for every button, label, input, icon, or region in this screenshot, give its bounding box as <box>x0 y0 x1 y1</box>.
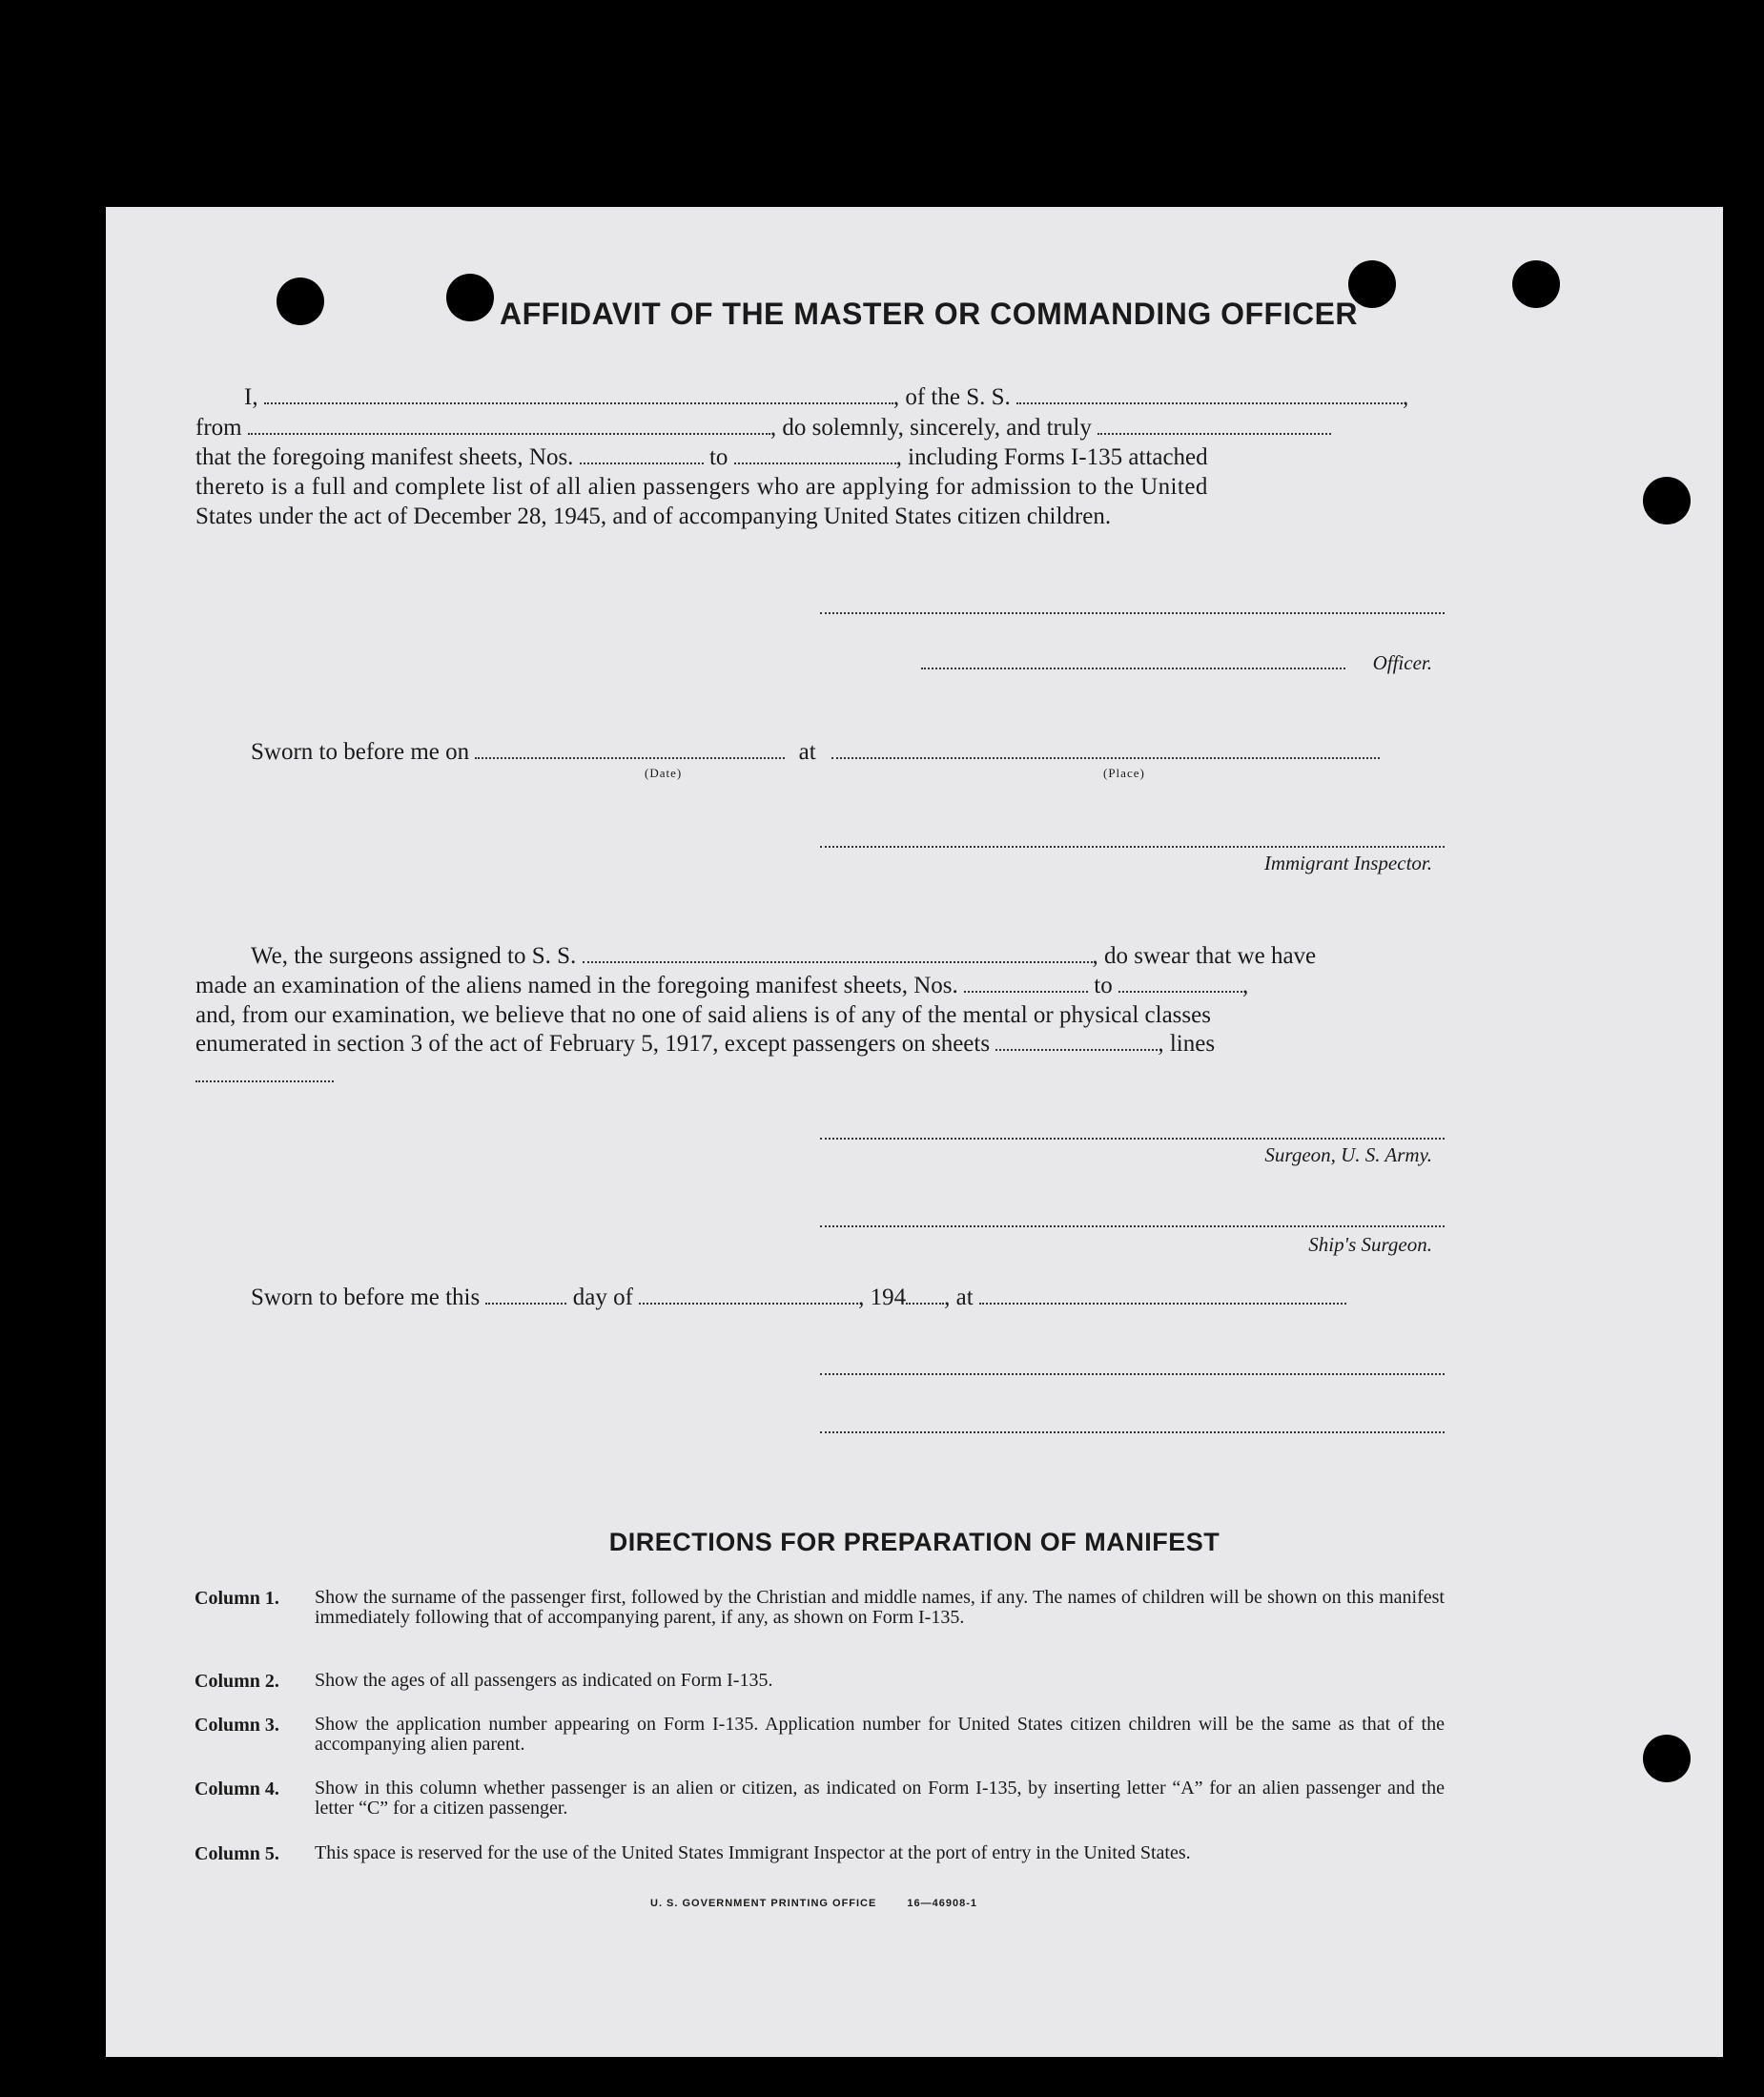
sheet-from-field[interactable] <box>580 445 704 464</box>
oath-field[interactable] <box>1097 416 1331 435</box>
affidavit-line-3 <box>195 444 1208 471</box>
sworn-date-line <box>251 739 1380 766</box>
text: to <box>1094 973 1113 998</box>
surgeons-line-2 <box>195 973 1248 999</box>
directions-title: DIRECTIONS FOR PREPARATION OF MANIFEST <box>608 1528 1220 1556</box>
column-2-text: Show the ages of all passengers as indicated on Form I-135. <box>315 1670 773 1691</box>
signature-line[interactable] <box>820 1431 1445 1433</box>
text: Sworn to before me on <box>251 739 470 765</box>
inspector-signature-line[interactable] <box>820 846 1445 848</box>
inspector-label: Immigrant Inspector. <box>1263 852 1432 874</box>
form-code: 16—46908-1 <box>907 1898 978 1909</box>
text: that the foregoing manifest sheets, Nos. <box>195 444 574 470</box>
text: We, the surgeons assigned to S. S. <box>251 943 577 969</box>
officer-label: Officer. <box>1372 651 1432 674</box>
affidavit-line-4: thereto is a full and complete list of all alien passengers who are applying for admission to the United <box>195 474 1208 500</box>
column-5-label: Column 5. <box>195 1843 279 1864</box>
sheets-field[interactable] <box>995 1032 1158 1051</box>
surgeons-line-3: and, from our examination, we believe that no one of said aliens is of any of the mental or physical classes <box>195 1002 1211 1028</box>
lines-field[interactable] <box>195 1080 334 1082</box>
text: , at <box>944 1285 974 1310</box>
affidavit-line-2 <box>195 415 1331 442</box>
text: I, <box>244 384 258 410</box>
surgeons-line-4 <box>195 1031 1215 1058</box>
month-field[interactable] <box>639 1285 858 1305</box>
text: Sworn to before me this <box>251 1285 481 1310</box>
column-3-label: Column 3. <box>195 1715 279 1736</box>
column-4-label: Column 4. <box>195 1778 279 1799</box>
text: made an examination of the aliens named in the foregoing manifest sheets, Nos. <box>195 973 958 998</box>
place-caption: (Place) <box>1103 766 1145 780</box>
sheet-to-field[interactable] <box>734 445 896 464</box>
text: , <box>1403 384 1409 410</box>
sheet-to-field[interactable] <box>1118 974 1242 993</box>
column-1-text: Show the surname of the passenger first, followed by the Christian and middle names, if any. The names of children will be shown on this manifest immediately following that of accompanying parent, if any, as shown on Form I-135. <box>315 1587 1445 1628</box>
text: , lines <box>1158 1031 1216 1057</box>
text: , <box>1241 973 1249 998</box>
punch-hole <box>1643 477 1691 524</box>
text: to <box>708 444 728 470</box>
text: , of the S. S. <box>892 384 1011 410</box>
affidavit-title: AFFIDAVIT OF THE MASTER OR COMMANDING OFFICER <box>499 297 1359 331</box>
date-caption: (Date) <box>645 766 683 780</box>
ship-name-field[interactable] <box>1016 385 1403 404</box>
ship-field[interactable] <box>583 944 1093 963</box>
form-page <box>106 207 1723 2057</box>
punch-hole <box>1643 1735 1691 1782</box>
port-field[interactable] <box>248 416 770 435</box>
affidavit-line-1 <box>244 384 1408 411</box>
date-field[interactable] <box>475 740 785 759</box>
column-3-text: Show the application number appearing on Form I-135. Application number for United States citizen children will be the same as that of the accompanying alien parent. <box>315 1714 1445 1755</box>
text: day of <box>572 1285 633 1310</box>
signature-line[interactable] <box>820 1373 1445 1375</box>
text: at <box>798 739 816 765</box>
army-surgeon-signature-line[interactable] <box>820 1138 1445 1140</box>
printer-name: U. S. GOVERNMENT PRINTING OFFICE <box>650 1898 877 1909</box>
place-field[interactable] <box>831 740 1380 759</box>
signature-line[interactable] <box>820 612 1445 614</box>
column-4-text: Show in this column whether passenger is an alien or citizen, as indicated on Form I-135, by inserting letter “A” for an alien passenger and the letter “C” for a citizen passenger. <box>315 1778 1445 1819</box>
text: , including Forms I-135 attached <box>895 444 1208 470</box>
officer-signature-line[interactable] <box>921 668 1345 669</box>
place-field[interactable] <box>979 1285 1346 1305</box>
text: , 194 <box>858 1285 907 1310</box>
printer-imprint <box>650 1898 977 1909</box>
sworn-day-line <box>251 1285 1346 1311</box>
year-field[interactable] <box>906 1285 944 1305</box>
name-field[interactable] <box>264 385 893 404</box>
text: , do swear that we have <box>1092 943 1317 969</box>
ships-surgeon-signature-line[interactable] <box>820 1225 1445 1227</box>
column-2-label: Column 2. <box>195 1671 279 1692</box>
text: , do solemnly, sincerely, and truly <box>769 415 1092 441</box>
ships-surgeon-label: Ship's Surgeon. <box>1308 1233 1432 1256</box>
surgeons-line-1 <box>251 943 1316 970</box>
text: enumerated in section 3 of the act of February 5, 1917, except passengers on sheets <box>195 1031 991 1057</box>
army-surgeon-label: Surgeon, U. S. Army. <box>1264 1143 1432 1166</box>
column-5-text: This space is reserved for the use of the United States Immigrant Inspector at the port of entry in the United States. <box>315 1842 1191 1863</box>
affidavit-line-5: States under the act of December 28, 1945, and of accompanying United States citizen children. <box>195 504 1112 529</box>
day-field[interactable] <box>485 1285 566 1305</box>
sheet-from-field[interactable] <box>964 974 1088 993</box>
text: from <box>195 415 242 441</box>
column-1-label: Column 1. <box>195 1588 279 1609</box>
